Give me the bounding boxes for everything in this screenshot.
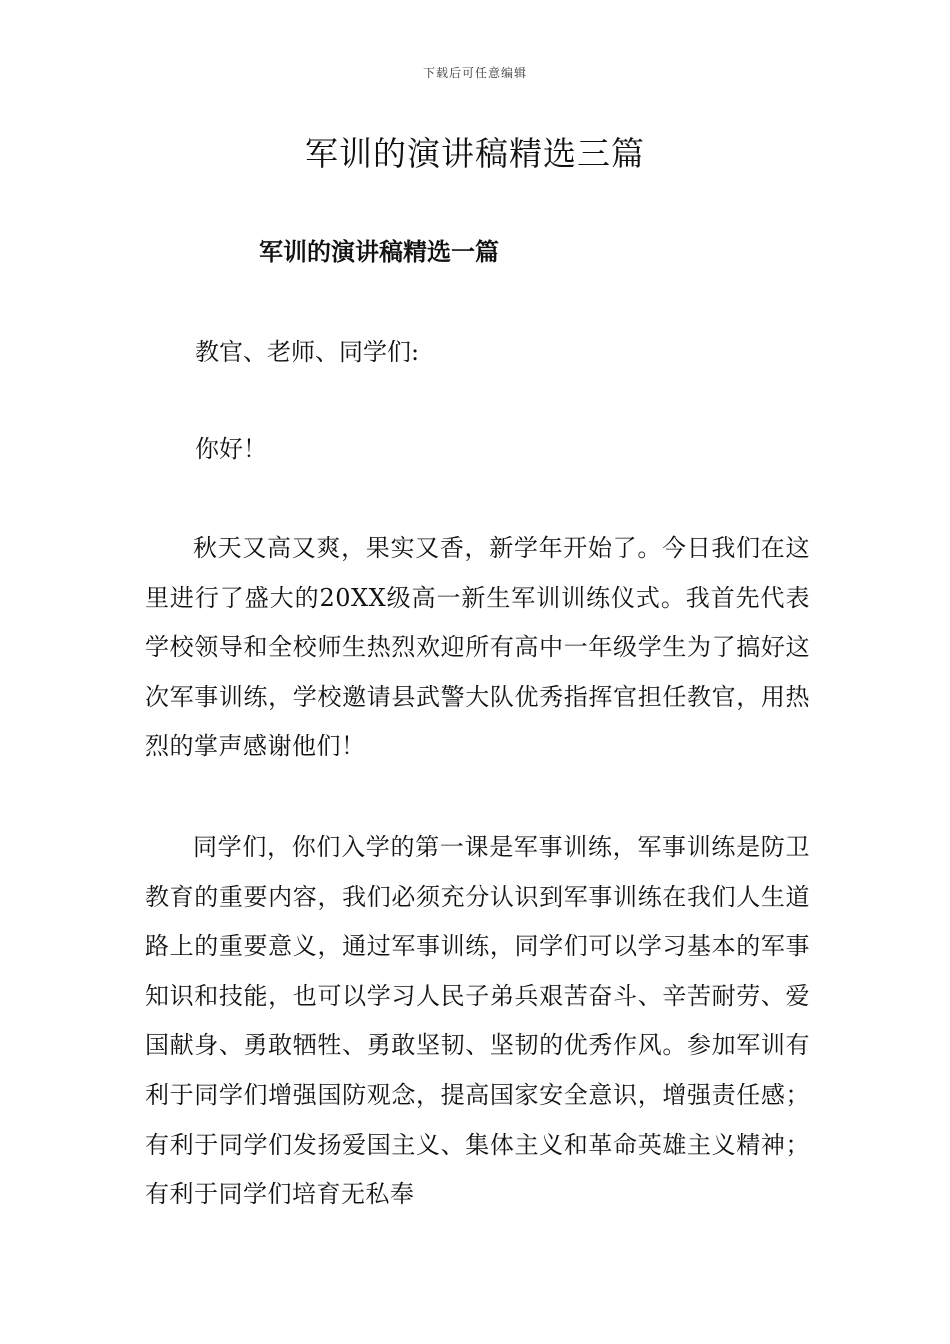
- salutation: 教官、老师、同学们:: [195, 338, 420, 366]
- section-title: 军训的演讲稿精选一篇: [259, 237, 499, 266]
- body-paragraph-2: 同学们，你们入学的第一课是军事训练，军事训练是防卫教育的重要内容，我们必须充分认识到军事训练在我们人生道路上的重要意义，通过军事训练，同学们可以学习基本的军事知识和技能，也可以学习人民子弟兵艰苦奋斗、辛苦耐劳、爱国献身、勇敢牺牲、勇敢坚韧、坚韧的优秀作风。参加军训有利于同学们增强国防观念，提高国家安全意识，增强责任感；有利于同学们发扬爱国主义、集体主义和革命英雄主义精神；有利于同学们培育无私奉: [145, 833, 810, 1209]
- greeting: 你好！: [195, 435, 267, 463]
- header-note: 下载后可任意编辑: [422, 66, 527, 80]
- body-paragraph-1: 秋天又高又爽，果实又香，新学年开始了。今日我们在这里进行了盛大的20XX级高一新生军训训练仪式。我首先代表学校领导和全校师生热烈欢迎所有高中一年级学生为了搞好这次军事训练，学校邀请县武警大队优秀指挥官担任教官，用热烈的掌声感谢他们！: [145, 534, 810, 761]
- document-title: 军训的演讲稿精选三篇: [305, 134, 645, 173]
